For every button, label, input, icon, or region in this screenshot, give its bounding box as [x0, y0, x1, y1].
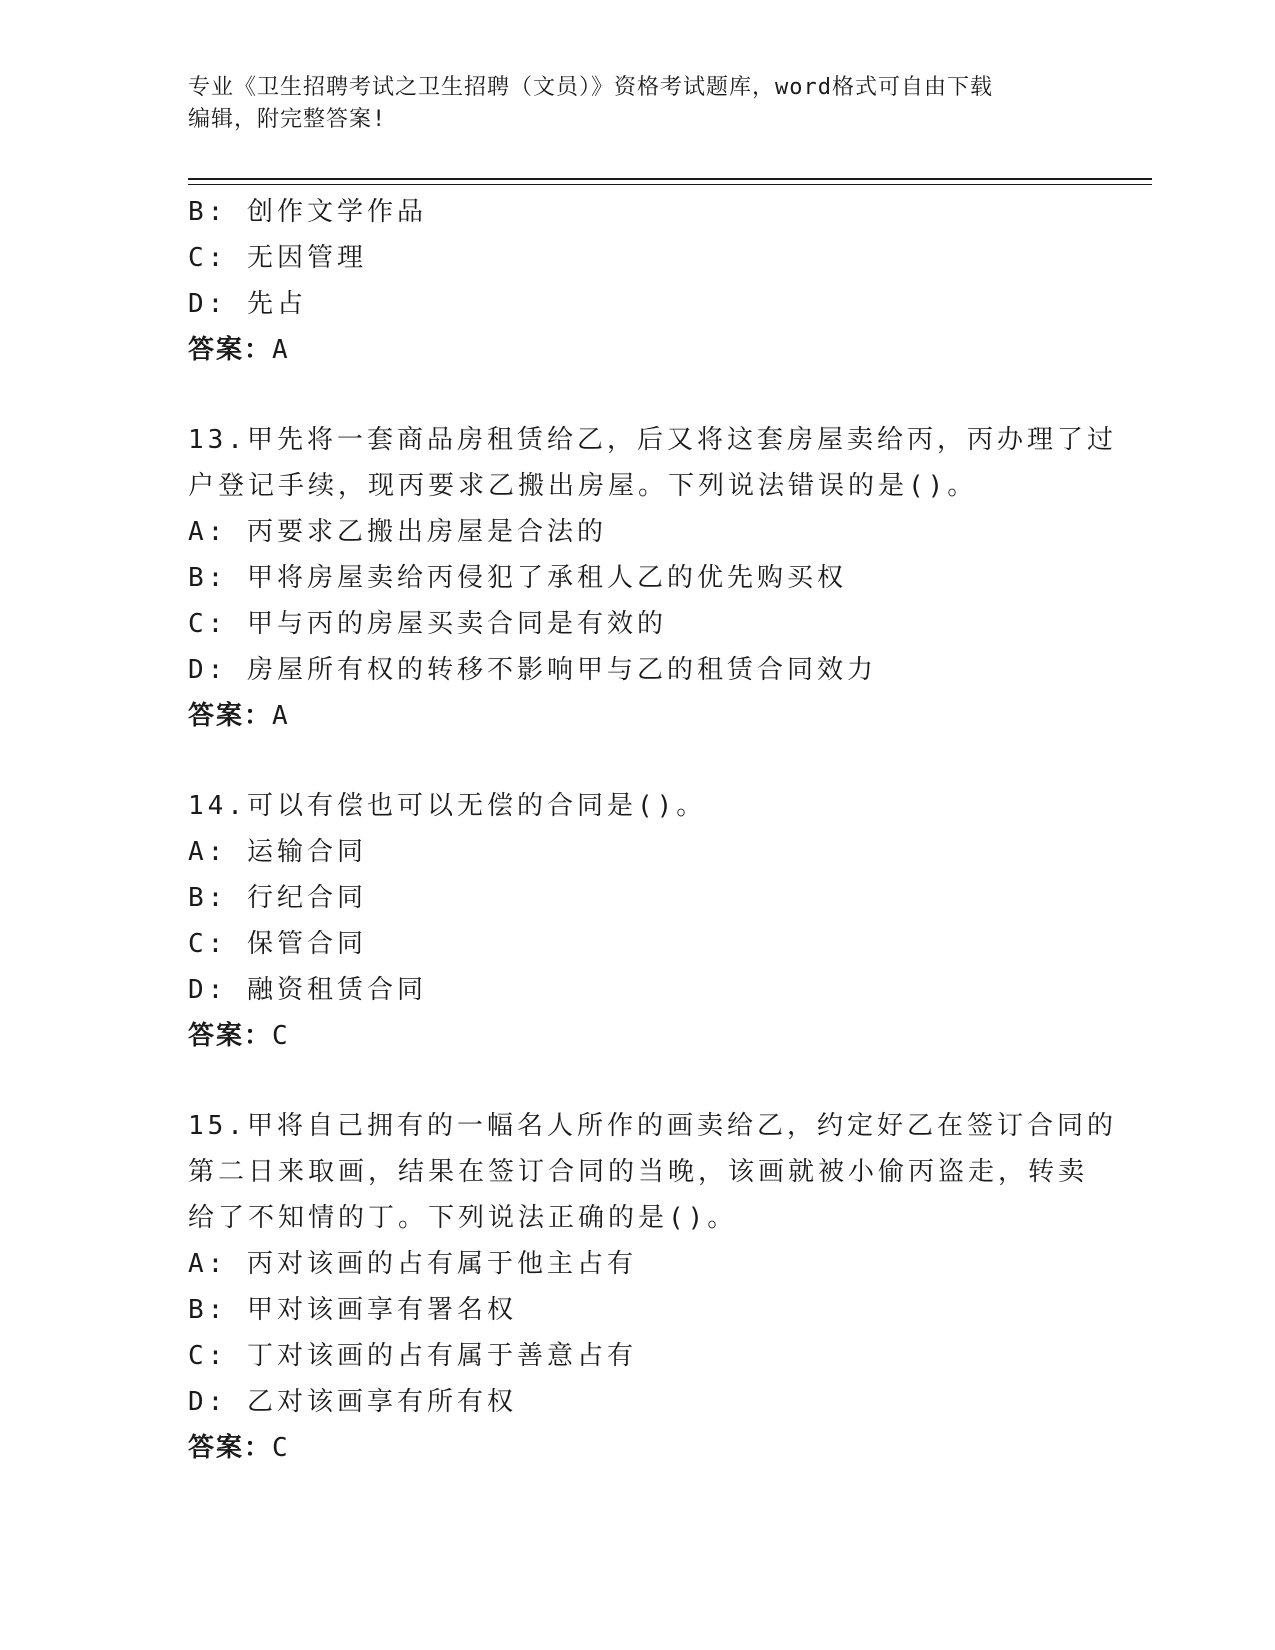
- option-b: B: 甲对该画享有署名权: [188, 1295, 517, 1325]
- question-stem-line: 14.可以有偿也可以无偿的合同是()。: [188, 791, 707, 821]
- option-d: D: 先占: [188, 289, 307, 319]
- answer-value: A: [272, 701, 290, 731]
- header-divider-bottom: [188, 184, 1152, 185]
- question-15: [188, 1103, 1117, 1471]
- question-14: [188, 783, 1088, 1059]
- option-d: D: 融资租赁合同: [188, 975, 427, 1005]
- option-b: B: 创作文学作品: [188, 197, 427, 227]
- answer-line: [188, 1013, 1088, 1059]
- document-header: [188, 72, 1068, 136]
- option-a: A: 丙对该画的占有属于他主占有: [188, 1249, 637, 1279]
- question-12-tail: [188, 189, 1088, 373]
- option-a: A: 丙要求乙搬出房屋是合法的: [188, 517, 607, 547]
- answer-line: [188, 1425, 1088, 1471]
- option-c: C: 丁对该画的占有属于善意占有: [188, 1341, 637, 1371]
- option-c: C: 甲与丙的房屋买卖合同是有效的: [188, 609, 667, 639]
- option-b: B: 甲将房屋卖给丙侵犯了承租人乙的优先购买权: [188, 563, 847, 593]
- header-line-1: 专业《卫生招聘考试之卫生招聘（文员）》资格考试题库，word格式可自由下载: [188, 75, 993, 100]
- question-stem-line: 第二日来取画，结果在签订合同的当晚，该画就被小偷丙盗走，转卖: [188, 1157, 1089, 1187]
- answer-value: C: [272, 1021, 290, 1051]
- option-b: B: 行纪合同: [188, 883, 367, 913]
- question-stem-line: 13.甲先将一套商品房租赁给乙，后又将这套房屋卖给丙，丙办理了过: [188, 425, 1117, 455]
- answer-label: 答案：: [188, 1021, 273, 1051]
- question-13: [188, 417, 1117, 739]
- option-d: D: 房屋所有权的转移不影响甲与乙的租赁合同效力: [188, 655, 877, 685]
- question-stem-line: 户登记手续，现丙要求乙搬出房屋。下列说法错误的是()。: [188, 471, 978, 501]
- answer-value: C: [272, 1433, 290, 1463]
- question-stem-line: 给了不知情的丁。下列说法正确的是()。: [188, 1203, 738, 1233]
- option-c: C: 保管合同: [188, 929, 367, 959]
- answer-line: [188, 327, 1088, 373]
- option-a: A: 运输合同: [188, 837, 367, 867]
- header-line-2: 编辑，附完整答案!: [188, 107, 387, 132]
- option-c: C: 无因管理: [188, 243, 367, 273]
- option-d: D: 乙对该画享有所有权: [188, 1387, 517, 1417]
- answer-label: 答案：: [188, 335, 273, 365]
- answer-value: A: [272, 335, 290, 365]
- question-list: [188, 189, 1117, 1471]
- answer-label: 答案：: [188, 701, 273, 731]
- header-divider-top: [188, 178, 1152, 180]
- question-stem-line: 15.甲将自己拥有的一幅名人所作的画卖给乙，约定好乙在签订合同的: [188, 1111, 1117, 1141]
- answer-line: [188, 693, 1088, 739]
- answer-label: 答案：: [188, 1433, 273, 1463]
